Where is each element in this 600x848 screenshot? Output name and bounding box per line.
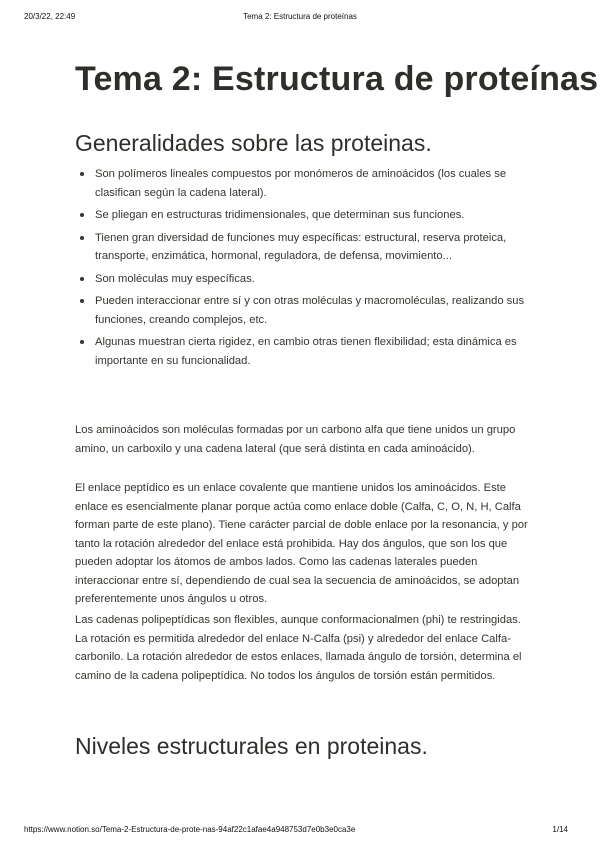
list-item: [75, 165, 530, 202]
list-item-text: Tienen gran diversidad de funciones muy específicas: estructural, reserva proteica, transporte, enzimática, hormonal, reguladora, de defensa, movimiento...: [95, 231, 507, 262]
bullet-icon: [80, 299, 84, 303]
list-item-text: Son polímeros lineales compuestos por monómeros de aminoácidos (los cuales se clasifican según la cadena lateral).: [95, 168, 507, 199]
bullet-list: [75, 165, 530, 374]
list-item: [75, 206, 530, 225]
paragraph-aminoacidos: Los aminoácidos son moléculas formadas por un carbono alfa que tiene unidos un grupo amino, un carboxilo y una cadena lateral (que será distinta en cada aminoácido).: [75, 424, 516, 455]
list-item: [75, 229, 530, 266]
print-datetime: 20/3/22, 22:49: [24, 12, 76, 21]
list-item-text: Se pliegan en estructuras tridimensionales, que determinan sus funciones.: [95, 209, 465, 221]
bullet-icon: [80, 340, 84, 344]
section-heading-niveles: Niveles estructurales en proteinas.: [75, 733, 428, 759]
page-title: Tema 2: Estructura de proteínas: [75, 60, 599, 98]
list-item-text: Pueden interaccionar entre sí y con otras moléculas y macromoléculas, realizando sus funciones, creando complejos, etc.: [95, 295, 525, 326]
print-url[interactable]: https://www.notion.so/Tema-2-Estructura-de-prote-nas-94af22c1afae4a948753d7e0b3e0ca3e: [24, 825, 356, 834]
paragraph-enlace-peptidico: El enlace peptídico es un enlace covalente que mantiene unidos los aminoácidos. Este enlace es esencialmente planar porque actúa como enlace doble (Calfa, C, O, N, H, Calfa forman parte de este plano). Tiene carácter parcial de doble enlace por la resonancia, y por tanto la rotación alrededor del enlace está prohibida. Hay dos ángulos, que son los que pueden adoptar los átomos de ambos lados. Como las cadenas laterales pueden interaccionar entre sí, dependiendo de cual sea la secuencia de aminoácidos, se adoptan preferentemente unos ángulos u otros.: [75, 482, 528, 605]
list-item: [75, 333, 530, 370]
list-item-text: Algunas muestran cierta rigidez, en cambio otras tienen flexibilidad; esta dinámica es importante en su funcionalidad.: [95, 336, 517, 367]
bullet-icon: [80, 213, 84, 217]
bullet-icon: [80, 172, 84, 176]
page-number: 1/14: [552, 825, 568, 834]
bullet-icon: [80, 277, 84, 281]
section-heading-generalidades: Generalidades sobre las proteinas.: [75, 130, 432, 156]
paragraph-cadenas-polipeptidicas: Las cadenas polipeptídicas son flexibles, aunque conformacionalmen (phi) te restringidas. La rotación es permitida alrededor del enlace N-Calfa (psi) y alrededor del enlace Calfa-carbonilo. La rotación alrededor de estos enlaces, llamada ángulo de torsión, determina el camino de la cadena polipeptídica. No todos los ángulos de torsión están permitidos.: [75, 614, 522, 682]
list-item: [75, 292, 530, 329]
list-item: [75, 270, 530, 289]
bullet-icon: [80, 236, 84, 240]
print-title: Tema 2: Estructura de proteínas: [243, 12, 357, 21]
list-item-text: Son moléculas muy específicas.: [95, 272, 255, 285]
